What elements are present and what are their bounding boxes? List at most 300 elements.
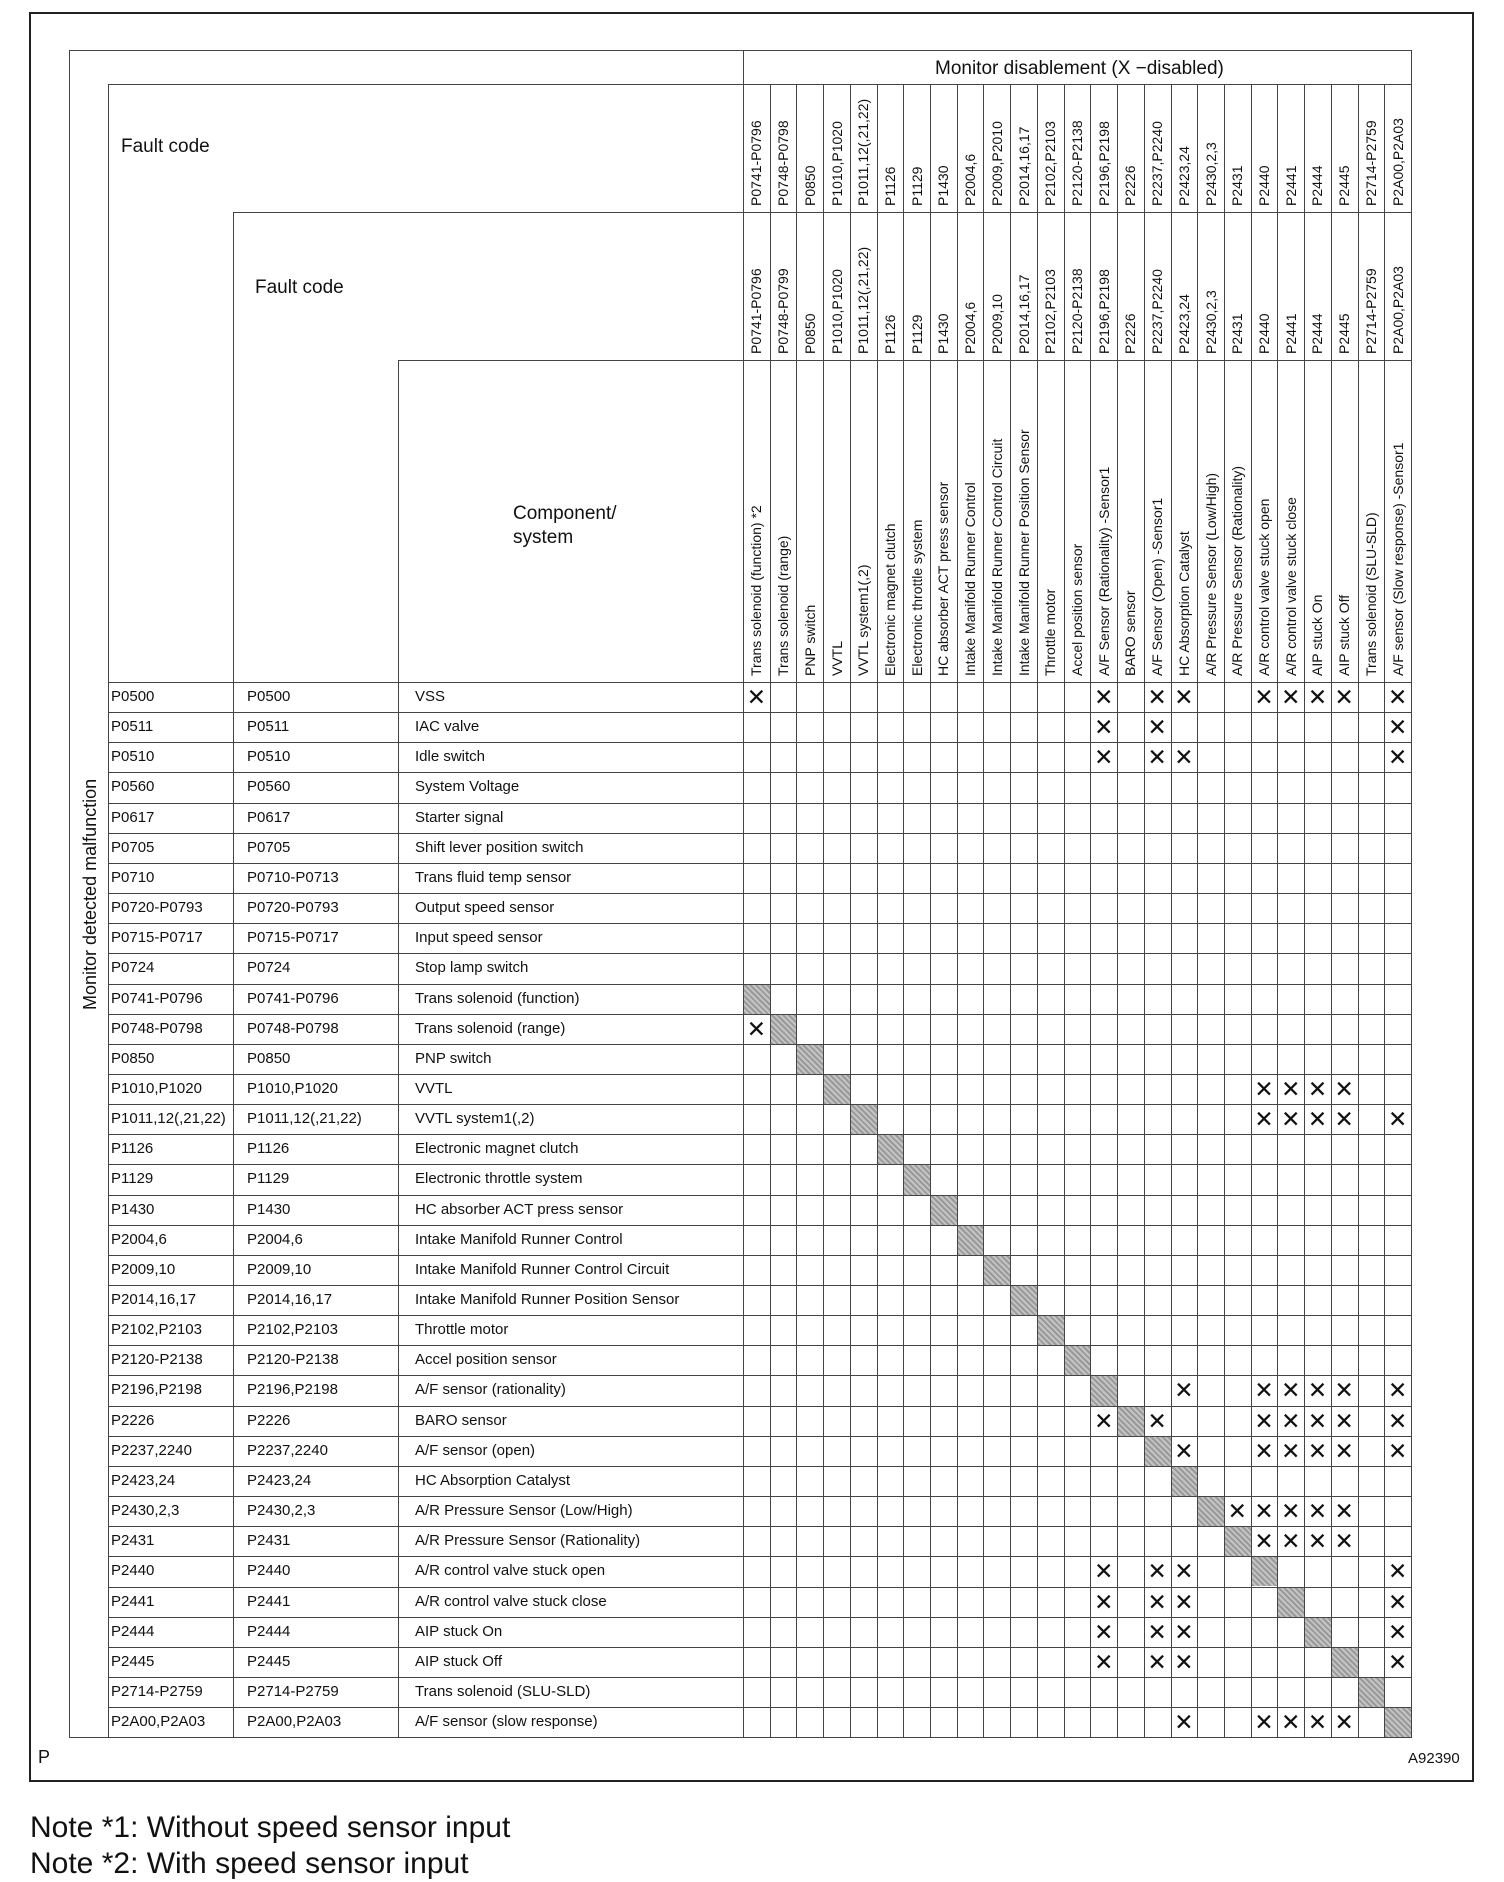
- disabled-mark: ✕: [1281, 1437, 1301, 1464]
- disabled-mark: ✕: [1334, 1377, 1354, 1404]
- disabled-mark: ✕: [1281, 1377, 1301, 1404]
- row-code1: P2714-P2759: [111, 1682, 203, 1700]
- column-code2: P2196,P2198: [1095, 269, 1112, 354]
- table-row-line: [108, 1164, 1411, 1165]
- column-component: Electronic magnet clutch: [881, 523, 898, 676]
- row-code2: P2714-P2759: [247, 1682, 339, 1700]
- grid-column-line: [1197, 84, 1198, 1737]
- grid-column-line: [1331, 84, 1332, 1737]
- table-row-line: [108, 712, 1411, 713]
- row-code2: P2423,24: [247, 1471, 312, 1489]
- disabled-mark: ✕: [1254, 1407, 1274, 1434]
- grid-column-line: [1251, 84, 1252, 1737]
- row-code1: P0617: [111, 808, 155, 826]
- disabled-mark: ✕: [746, 684, 766, 710]
- disabled-mark: ✕: [1387, 1377, 1408, 1404]
- row-component: Trans solenoid (range): [415, 1019, 566, 1037]
- diagonal-shaded-cell: [904, 1165, 930, 1194]
- disabled-mark: ✕: [1387, 1618, 1408, 1645]
- note-1: Note *1: Without speed sensor input: [30, 1811, 511, 1844]
- row-component: A/R control valve stuck open: [415, 1562, 606, 1580]
- row-component: System Voltage: [415, 778, 520, 796]
- column-code1: P2440: [1256, 165, 1273, 206]
- row-code1: P0560: [111, 778, 155, 796]
- grid-column-line: [1117, 84, 1118, 1737]
- disabled-mark: ✕: [1307, 1709, 1328, 1736]
- row-code2: P0715-P0717: [247, 929, 339, 947]
- diagonal-shaded-cell: [878, 1135, 904, 1164]
- column-code2: P2714-P2759: [1362, 268, 1379, 354]
- row-code1: P0741-P0796: [111, 989, 203, 1007]
- row-code1: P1011,12(,21,22): [111, 1110, 226, 1128]
- disabled-mark: ✕: [1334, 1106, 1354, 1133]
- column-component: A/F Sensor (Open) -Sensor1: [1149, 497, 1166, 676]
- table-row-line: [108, 1556, 1411, 1557]
- row-component: Shift lever position switch: [415, 838, 584, 856]
- disabled-mark: ✕: [1094, 1618, 1114, 1645]
- disabled-mark: ✕: [1174, 1648, 1194, 1675]
- table-row-line: [108, 1255, 1411, 1256]
- component-system-header: Component/ system: [513, 503, 617, 548]
- row-code2: P2445: [247, 1652, 291, 1670]
- row-component: A/R control valve stuck close: [415, 1592, 607, 1610]
- grid-column-line: [983, 84, 984, 1737]
- column-code2: P1010,P1020: [828, 269, 845, 354]
- row-component: Throttle motor: [415, 1321, 509, 1339]
- disabled-mark: ✕: [1307, 1498, 1328, 1525]
- diagonal-shaded-cell: [931, 1196, 957, 1225]
- table-row-line: [108, 863, 1411, 864]
- column-code2: P1129: [908, 314, 925, 354]
- diagonal-shaded-cell: [984, 1256, 1010, 1285]
- table-row-line: [108, 742, 1411, 743]
- column-component: A/R control valve stuck open: [1256, 498, 1273, 676]
- disabled-mark: ✕: [1174, 1709, 1194, 1736]
- column-component: Trans solenoid (range): [775, 535, 792, 676]
- disabled-mark: ✕: [1281, 1528, 1301, 1555]
- row-code1: P0724: [111, 959, 155, 977]
- row-code1: P2A00,P2A03: [111, 1713, 206, 1731]
- grid-column-line: [1090, 84, 1091, 1737]
- column-code2: P2120-P2138: [1069, 268, 1085, 354]
- monitor-disablement-title: Monitor disablement (X −disabled): [935, 58, 1224, 79]
- column-code2: P1126: [881, 314, 898, 354]
- disabled-mark: ✕: [1307, 1377, 1328, 1404]
- row-code1: P0850: [111, 1049, 155, 1067]
- table-row-line: [108, 1104, 1411, 1105]
- table-row-line: [108, 833, 1411, 834]
- disabled-mark: ✕: [1281, 1075, 1301, 1102]
- row-component: A/R Pressure Sensor (Rationality): [415, 1532, 641, 1550]
- row-component: VVTL system1(,2): [415, 1110, 535, 1128]
- column-code2: P2009,10: [988, 294, 1005, 354]
- table-row-line: [108, 1587, 1411, 1588]
- grid-column-line: [1037, 84, 1038, 1737]
- disabled-mark: ✕: [1094, 1588, 1114, 1615]
- grid-column-line: [770, 84, 771, 1737]
- disabled-mark: ✕: [1387, 1407, 1408, 1434]
- disabled-mark: ✕: [1307, 1106, 1328, 1133]
- table-row-line: [108, 1315, 1411, 1316]
- disabled-mark: ✕: [1281, 1106, 1301, 1133]
- column-code1: P1430: [935, 165, 952, 206]
- row-code2: P0710-P0713: [247, 868, 339, 886]
- table-row-line: [108, 803, 1411, 804]
- grid-column-line: [1358, 84, 1359, 1737]
- column-code1: P2445: [1336, 165, 1353, 206]
- disabled-mark: ✕: [1147, 1588, 1167, 1615]
- row-code2: P1129: [247, 1170, 290, 1188]
- row-component: Stop lamp switch: [415, 959, 529, 977]
- row-code2: P0617: [247, 808, 291, 826]
- corner-letter: P: [38, 1747, 51, 1767]
- column-code2: P2423,24: [1175, 294, 1192, 354]
- disabled-mark: ✕: [1334, 684, 1354, 710]
- row-code1: P0500: [111, 688, 155, 705]
- row-code2: P2431: [247, 1532, 291, 1550]
- diagonal-shaded-cell: [1091, 1376, 1117, 1405]
- row-code2: P2102,P2103: [247, 1321, 338, 1339]
- row-code1: P0510: [111, 748, 155, 766]
- row-component: Trans solenoid (SLU-SLD): [415, 1682, 591, 1700]
- disabled-mark: ✕: [1387, 1106, 1408, 1133]
- grid-column-line: [1064, 84, 1065, 1737]
- row-code2: P2196,P2198: [247, 1381, 338, 1399]
- grid-column-line: [823, 84, 824, 1737]
- disabled-mark: ✕: [1281, 1498, 1301, 1525]
- grid-column-line: [1384, 84, 1385, 1737]
- row-component: A/F sensor (rationality): [415, 1381, 566, 1399]
- row-code2: P2441: [247, 1592, 291, 1610]
- column-code1: P2444: [1309, 165, 1326, 206]
- table-row-line: [108, 953, 1411, 954]
- row-code2: P2120-P2138: [247, 1351, 339, 1369]
- column-component: VVTL: [828, 640, 845, 676]
- table-row-line: [108, 1225, 1411, 1226]
- disabled-mark: ✕: [1281, 684, 1301, 710]
- disabled-mark: ✕: [1094, 1558, 1114, 1585]
- diagonal-shaded-cell: [1065, 1346, 1091, 1375]
- column-code1: P1011,12(,21,22): [855, 98, 872, 206]
- diagonal-shaded-cell: [771, 1015, 797, 1044]
- row-code2: P2014,16,17: [247, 1291, 333, 1308]
- diagonal-shaded-cell: [1118, 1407, 1144, 1436]
- disabled-mark: ✕: [1334, 1528, 1354, 1555]
- grid-column-line: [1224, 84, 1225, 1737]
- disabled-mark: ✕: [1281, 1709, 1301, 1736]
- notes: [30, 1810, 510, 1882]
- table-row-line: [108, 1134, 1411, 1135]
- disabled-mark: ✕: [1147, 1558, 1167, 1585]
- row-component: Trans solenoid (function): [415, 989, 580, 1007]
- row-code2: P0511: [247, 718, 290, 736]
- column-component: A/F sensor (Slow response) -Sensor1: [1389, 442, 1406, 676]
- grid-column-line: [796, 84, 797, 1737]
- column-code2: P2444: [1309, 313, 1326, 354]
- grid-column-line: [1304, 84, 1305, 1737]
- disabled-mark: ✕: [1307, 1528, 1328, 1555]
- column-component: Intake Manifold Runner Position Sensor: [1015, 429, 1032, 676]
- column-code2: P2445: [1336, 313, 1353, 354]
- row-code2: P0705: [247, 838, 291, 856]
- row-code1: P2004,6: [111, 1230, 167, 1248]
- row-component: Intake Manifold Runner Control: [415, 1230, 623, 1248]
- row-code2: P0748-P0798: [247, 1019, 339, 1037]
- row-group-label: Monitor detected malfunction: [80, 778, 100, 1010]
- column-component: VVTL system1(,2): [855, 564, 872, 676]
- column-component: Trans solenoid (SLU-SLD): [1362, 512, 1379, 676]
- row-code1: P2196,P2198: [111, 1381, 202, 1399]
- grid-column-line: [850, 84, 851, 1737]
- disabled-mark: ✕: [1227, 1498, 1247, 1525]
- row-component: Output speed sensor: [415, 899, 555, 917]
- disabled-mark: ✕: [1254, 1377, 1274, 1404]
- grid-column-line: [1010, 84, 1011, 1737]
- diagonal-shaded-cell: [1172, 1467, 1198, 1496]
- disabled-mark: ✕: [1094, 714, 1114, 741]
- row-component: IAC valve: [415, 718, 480, 736]
- diagonal-shaded-cell: [824, 1075, 850, 1104]
- disabled-mark: ✕: [1387, 1558, 1408, 1585]
- column-code1: P2237,P2240: [1149, 121, 1166, 206]
- row-code2: P2444: [247, 1622, 291, 1640]
- column-component: Intake Manifold Runner Control Circuit: [988, 438, 1005, 676]
- table-row-line: [108, 1345, 1411, 1346]
- row-code2: P2440: [247, 1562, 291, 1580]
- row-code2: P0850: [247, 1049, 291, 1067]
- column-component: PNP switch: [801, 604, 818, 676]
- disabled-mark: ✕: [1147, 684, 1167, 710]
- table-row-line: [108, 1074, 1411, 1075]
- row-component: HC absorber ACT press sensor: [415, 1200, 624, 1218]
- column-code1: P0850: [801, 165, 818, 206]
- diagonal-shaded-cell: [1278, 1588, 1304, 1617]
- row-component: A/F sensor (slow response): [415, 1713, 598, 1731]
- row-code1: P2102,P2103: [111, 1321, 202, 1339]
- column-component: Trans solenoid (function) *2: [748, 505, 765, 676]
- column-divider-code2: [233, 212, 234, 1737]
- column-component: A/R Pressure Sensor (Low/High): [1202, 472, 1219, 676]
- row-component: A/F sensor (open): [415, 1441, 536, 1459]
- column-component: AIP stuck On: [1309, 594, 1326, 676]
- column-code1: P2102,P2103: [1042, 121, 1059, 206]
- row-code1: P2431: [111, 1532, 155, 1550]
- row-code1: P1430: [111, 1200, 155, 1218]
- table-bottom-border: [69, 1737, 1412, 1738]
- row-component: AIP stuck On: [415, 1622, 503, 1640]
- disabled-mark: ✕: [1254, 1709, 1274, 1736]
- grid-column-line: [930, 84, 931, 1737]
- column-code2: P2430,2,3: [1202, 290, 1219, 354]
- row-code2: P0741-P0796: [247, 989, 339, 1007]
- column-code2: P2440: [1256, 313, 1273, 354]
- diagonal-shaded-cell: [1305, 1618, 1331, 1647]
- diagonal-shaded-cell: [1198, 1497, 1224, 1526]
- column-component: Electronic throttle system: [908, 519, 925, 676]
- row-code1: P2237,2240: [111, 1441, 192, 1459]
- diagonal-shaded-cell: [1011, 1286, 1037, 1315]
- column-component: A/R control valve stuck close: [1282, 497, 1299, 676]
- grid-column-line: [1277, 84, 1278, 1737]
- column-code1: P2430,2,3: [1202, 142, 1219, 206]
- disabled-mark: ✕: [1387, 684, 1408, 710]
- row-component: BARO sensor: [415, 1411, 507, 1429]
- disabled-mark: ✕: [1334, 1407, 1354, 1434]
- table-row-line: [108, 1707, 1411, 1708]
- diagonal-shaded-cell: [851, 1105, 877, 1134]
- column-code1: P2423,24: [1175, 146, 1192, 206]
- row-code1: P2226: [111, 1411, 155, 1429]
- column-code1: P1010,P1020: [828, 121, 845, 206]
- diagonal-shaded-cell: [744, 985, 770, 1014]
- row-code1: P2441: [111, 1592, 155, 1610]
- column-component: HC Absorption Catalyst: [1175, 531, 1192, 676]
- disabled-mark: ✕: [1387, 1437, 1408, 1464]
- column-code2: P2102,P2103: [1042, 269, 1059, 354]
- column-code2: P2226: [1122, 313, 1139, 354]
- disabled-mark: ✕: [1174, 1618, 1194, 1645]
- row-component: Trans fluid temp sensor: [415, 868, 572, 886]
- column-code1: P1126: [881, 166, 898, 206]
- disabled-mark: ✕: [1307, 684, 1328, 710]
- row-component: HC Absorption Catalyst: [415, 1471, 571, 1489]
- row-code2: P2430,2,3: [247, 1502, 316, 1520]
- table-row-line: [108, 1014, 1411, 1015]
- column-divider-component: [398, 360, 399, 1737]
- row-code1: P0720-P0793: [111, 899, 203, 917]
- disabled-mark: ✕: [1254, 684, 1274, 710]
- header-divider: [108, 84, 1411, 85]
- column-code1: P0741-P0796: [748, 120, 765, 206]
- column-component: A/F Sensor (Rationality) -Sensor1: [1095, 466, 1112, 676]
- row-code1: P2120-P2138: [111, 1351, 203, 1369]
- row-code2: P0500: [247, 688, 291, 705]
- note-2: Note *2: With speed sensor input: [30, 1847, 469, 1880]
- diagonal-shaded-cell: [1038, 1316, 1064, 1345]
- disabled-mark: ✕: [1174, 744, 1194, 771]
- disabled-mark: ✕: [1094, 684, 1114, 710]
- disabled-mark: ✕: [1387, 744, 1408, 771]
- table-row-line: [108, 923, 1411, 924]
- table-right-border: [1411, 50, 1412, 1737]
- disabled-mark: ✕: [1307, 1437, 1328, 1464]
- row-code1: P2009,10: [111, 1260, 176, 1278]
- fault-code-header-mid: Fault code: [255, 277, 344, 298]
- row-code1: P2440: [111, 1562, 155, 1580]
- disabled-mark: ✕: [1174, 1437, 1194, 1464]
- row-component: VVTL: [415, 1079, 453, 1097]
- diagonal-shaded-cell: [797, 1045, 823, 1074]
- column-code1: P2120-P2138: [1069, 120, 1085, 206]
- disabled-mark: ✕: [1254, 1498, 1274, 1525]
- disabled-mark: ✕: [1334, 1498, 1354, 1525]
- row-code2: P2237,2240: [247, 1441, 328, 1459]
- disabled-mark: ✕: [1147, 1618, 1167, 1645]
- column-code2: P2441: [1282, 313, 1299, 354]
- row-component: Input speed sensor: [415, 929, 543, 947]
- row-code2: P0720-P0793: [247, 899, 339, 917]
- column-code2: P2237,P2240: [1149, 269, 1166, 354]
- disabled-mark: ✕: [1307, 1407, 1328, 1434]
- disabled-mark: ✕: [1147, 1407, 1167, 1434]
- column-code1: P2009,P2010: [988, 121, 1005, 206]
- row-component: A/R Pressure Sensor (Low/High): [415, 1502, 633, 1520]
- row-code2: P2009,10: [247, 1260, 312, 1278]
- grid-column-line: [1144, 84, 1145, 1737]
- row-code1: P0705: [111, 838, 155, 856]
- diagonal-shaded-cell: [1145, 1437, 1171, 1466]
- column-code2: P2004,6: [962, 301, 979, 354]
- table-row-line: [108, 1406, 1411, 1407]
- row-code2: P1430: [247, 1200, 291, 1218]
- disabled-mark: ✕: [1094, 744, 1114, 771]
- table-row-line: [108, 893, 1411, 894]
- column-component: AIP stuck Off: [1336, 594, 1353, 676]
- diagonal-shaded-cell: [1225, 1527, 1251, 1556]
- diagonal-shaded-cell: [958, 1226, 984, 1255]
- column-component: Intake Manifold Runner Control: [962, 482, 979, 676]
- row-component: Intake Manifold Runner Control Circuit: [415, 1260, 670, 1278]
- column-code2: P1011,12(,21,22): [855, 246, 872, 354]
- column-code2: P2A00,P2A03: [1389, 266, 1406, 354]
- column-code1: P2441: [1282, 165, 1299, 206]
- row-component: Electronic magnet clutch: [415, 1140, 579, 1158]
- row-code2: P2226: [247, 1411, 291, 1429]
- row-component: Starter signal: [415, 808, 504, 826]
- code1-row-divider: [233, 212, 1411, 213]
- column-code1: P0748-P0798: [775, 120, 792, 206]
- row-component: PNP switch: [415, 1049, 492, 1067]
- table-left-border: [69, 50, 70, 1737]
- row-code1: P1010,P1020: [111, 1079, 202, 1097]
- row-code2: P0724: [247, 959, 291, 977]
- row-component: VSS: [415, 688, 446, 705]
- column-component: Throttle motor: [1042, 588, 1059, 676]
- diagonal-shaded-cell: [1332, 1648, 1358, 1677]
- disabled-mark: ✕: [1387, 1588, 1408, 1615]
- column-code1: P2226: [1122, 165, 1139, 206]
- disabled-mark: ✕: [1254, 1075, 1274, 1102]
- grid-column-line: [903, 84, 904, 1737]
- table-row-line: [108, 1195, 1411, 1196]
- disabled-mark: ✕: [1094, 1407, 1114, 1434]
- disabled-mark: ✕: [1387, 1648, 1408, 1675]
- row-code1: P2444: [111, 1622, 155, 1640]
- disabled-mark: ✕: [1174, 1588, 1194, 1615]
- column-code2: P2014,16,17: [1015, 274, 1032, 354]
- row-code1: P2445: [111, 1652, 155, 1670]
- row-code1: P2423,24: [111, 1471, 176, 1489]
- table-row-line: [108, 1647, 1411, 1648]
- table-row-line: [108, 772, 1411, 773]
- disabled-mark: ✕: [1094, 1648, 1114, 1675]
- column-component: Accel position sensor: [1069, 543, 1085, 676]
- table-row-line: [108, 1617, 1411, 1618]
- column-code1: P2004,6: [962, 153, 979, 206]
- disabled-mark: ✕: [1254, 1106, 1274, 1133]
- column-code1: P2431: [1229, 165, 1246, 206]
- header-bottom-line: [108, 682, 1411, 683]
- column-component: BARO sensor: [1122, 590, 1139, 676]
- disabled-mark: ✕: [1147, 744, 1167, 771]
- grid-column-line: [877, 84, 878, 1737]
- disabled-mark: ✕: [1147, 1648, 1167, 1675]
- disabled-mark: ✕: [1334, 1437, 1354, 1464]
- diagonal-shaded-cell: [1385, 1708, 1411, 1737]
- table-top-border: [69, 50, 1412, 51]
- diagonal-shaded-cell: [1359, 1678, 1385, 1707]
- row-code1: P0715-P0717: [111, 929, 203, 947]
